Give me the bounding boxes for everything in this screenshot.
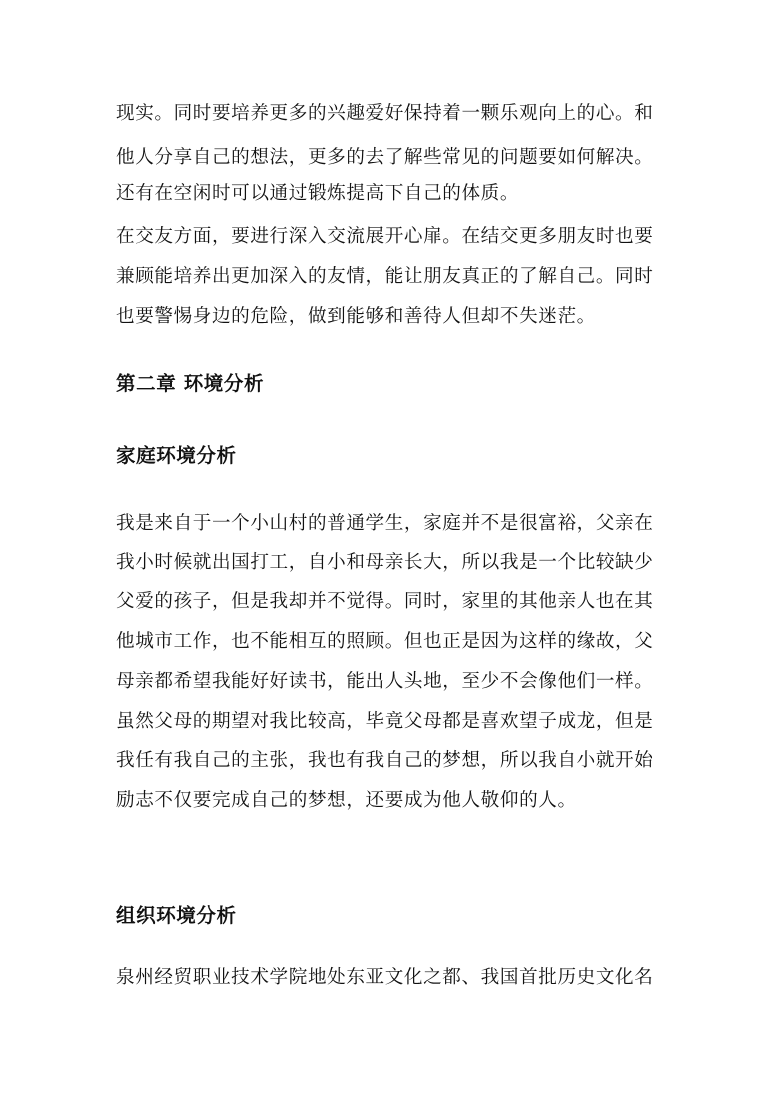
paragraph-line: 他人分享自己的想法，更多的去了解些常见的问题要如何解决。 xyxy=(116,147,654,168)
paragraph-line: 泉州经贸职业技术学院地处东亚文化之都、我国首批历史文化名 xyxy=(116,967,654,988)
paragraph-line: 母亲都希望我能好好读书，能出人头地，至少不会像他们一样。 xyxy=(116,671,654,692)
paragraph-line: 我是来自于一个小山村的普通学生，家庭并不是很富裕，父亲在 xyxy=(116,513,654,534)
section-heading-family: 家庭环境分析 xyxy=(116,444,237,467)
paragraph-line: 还有在空闲时可以通过锻炼提高下自己的体质。 xyxy=(116,183,520,204)
paragraph-line: 虽然父母的期望对我比较高，毕竟父母都是喜欢望子成龙，但是 xyxy=(116,711,654,732)
paragraph-line: 父爱的孩子，但是我却并不觉得。同时，家里的其他亲人也在其 xyxy=(116,591,654,612)
paragraph-line: 兼顾能培养出更加深入的友情，能让朋友真正的了解自己。同时 xyxy=(116,266,654,287)
paragraph-line: 我任有我自己的主张，我也有我自己的梦想，所以我自小就开始 xyxy=(116,750,654,771)
paragraph-line: 他城市工作，也不能相互的照顾。但也正是因为这样的缘故，父 xyxy=(116,631,654,652)
paragraph-line: 现实。同时要培养更多的兴趣爱好保持着一颗乐观向上的心。和 xyxy=(116,103,654,124)
paragraph-line: 也要警惕身边的危险，做到能够和善待人但却不失迷茫。 xyxy=(116,306,596,327)
section-heading-organization: 组织环境分析 xyxy=(116,904,237,927)
paragraph-line: 在交友方面，要进行深入交流展开心扉。在结交更多朋友时也要 xyxy=(116,226,654,247)
paragraph-line: 励志不仅要完成自己的梦想，还要成为他人敬仰的人。 xyxy=(116,790,577,811)
chapter-title: 第二章 环境分析 xyxy=(116,372,265,395)
paragraph-line: 我小时候就出国打工，自小和母亲长大，所以我是一个比较缺少 xyxy=(116,552,654,573)
